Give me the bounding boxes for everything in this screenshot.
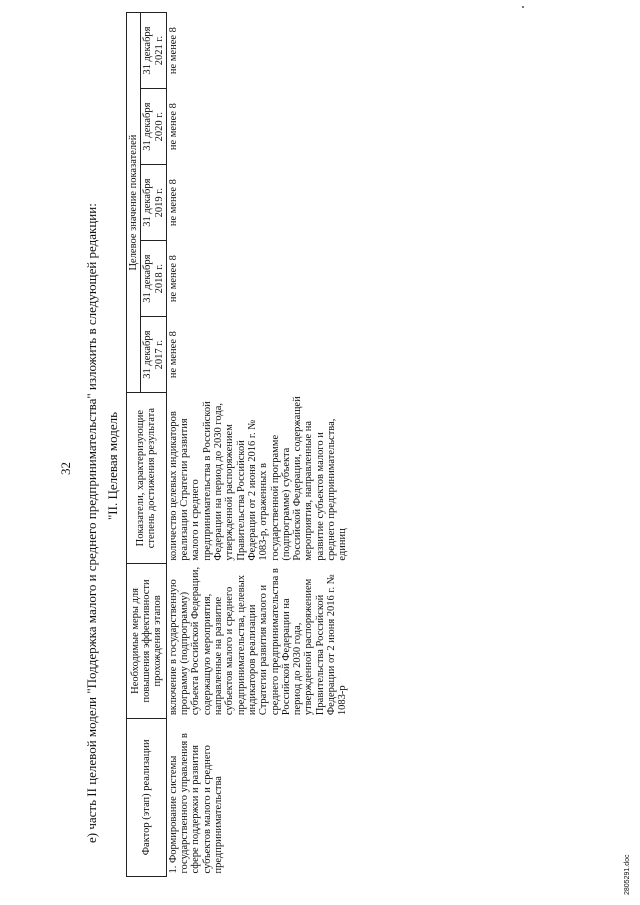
header-measures: Необходимые меры для повышения эффективности прохождения этапов	[127, 564, 167, 719]
header-factor: Фактор (этап) реализации	[127, 718, 167, 876]
target-model-table	[126, 12, 350, 877]
indicators-cell: количество целевых индикаторов реализации Стратегии развития малого и среднего предпринимательства в Российской Федерации на период до 2030 года, утвержденной распоряжением Правительства Российской Федерации от 2 июня 2016 г. № 1083-р, отраженных в государственной программе (подпрограмме) субъекта Российской Федерации, содержащей мероприятия, направленные на развитие субъектов малого и среднего предпринимательства, единиц	[167, 396, 349, 561]
intro-text: е) часть II целевой модели "Поддержка малого и среднего предпринимательства" изложить в следующей редакции:	[84, 203, 99, 843]
header-date: 31 декабря 2018 г.	[141, 241, 167, 317]
page-number: 32	[58, 462, 73, 475]
header-target-values: Целевое значение показателей	[127, 13, 141, 393]
value-cell: не менее 8	[167, 255, 179, 303]
value-cell: не менее 8	[167, 103, 179, 151]
value-cell: не менее 8	[167, 27, 179, 75]
header-date: 31 декабря 2017 г.	[141, 317, 167, 393]
file-code: 2805291.doc	[624, 854, 631, 895]
header-date: 31 декабря 2021 г.	[141, 13, 167, 89]
factor-text: Формирование системы государственного управления в сфере поддержки и развития субъектов малого и среднего предпринимательства	[167, 733, 225, 874]
header-date: 31 декабря 2020 г.	[141, 89, 167, 165]
value-cell: не менее 8	[167, 179, 179, 227]
header-indicators: Показатели, характеризующие степень достижения результата	[127, 393, 167, 564]
factor-cell	[166, 718, 349, 876]
value-cell: не менее 8	[167, 331, 179, 379]
measures-cell: включение в государственную программу (подпрограмму) субъекта Российской Федерации, содержащую мероприятия, направленные на развитие субъектов малого и среднего предпринимательства, целевых индикаторов реализации Стратегии развития малого и среднего предпринимательства в Российской Федерации на период до 2030 года, утвержденной распоряжением Правительства Российской Федерации от 2 июня 2016 г. № 1083-р	[167, 566, 349, 716]
section-title: "II. Целевая модель	[105, 412, 120, 520]
row-number: 1.	[167, 865, 179, 874]
table-row	[166, 13, 349, 877]
header-date: 31 декабря 2019 г.	[141, 165, 167, 241]
